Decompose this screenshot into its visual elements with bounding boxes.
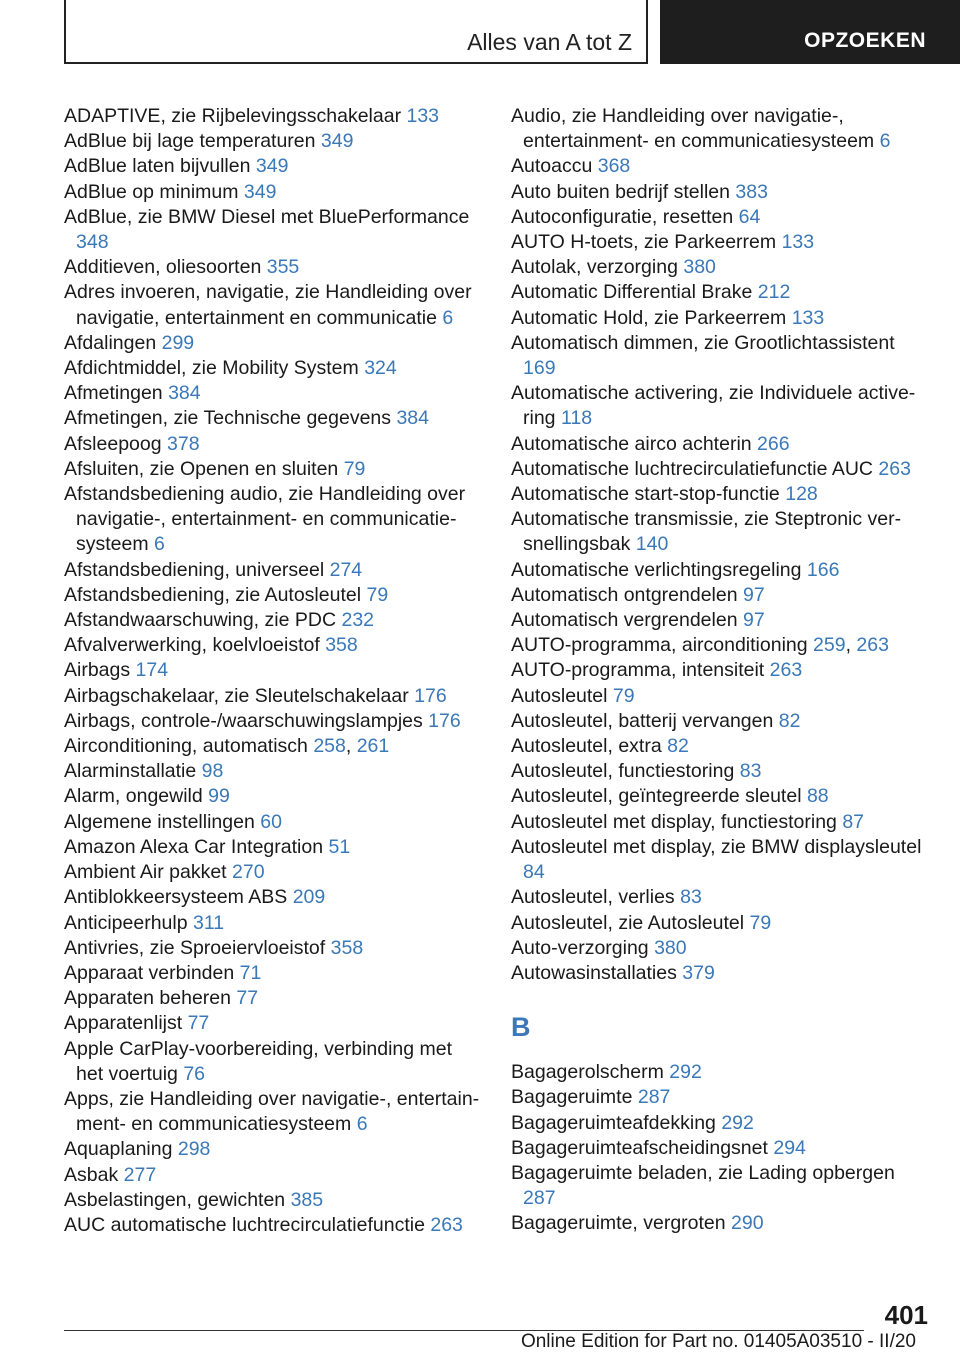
page-reference-link[interactable]: 79 [343, 457, 366, 480]
page-reference-link[interactable]: 77 [236, 987, 259, 1010]
index-term: Apps, zie Handleiding over navigatie-, entertainment- en communicatiesysteem [64, 1087, 480, 1136]
page-reference-link[interactable]: 311 [193, 911, 225, 934]
index-term: AdBlue, zie BMW Diesel met BluePerformance [64, 205, 470, 228]
index-column-right [511, 104, 931, 1237]
index-entry [64, 961, 484, 986]
chapter-title: Alles van A tot Z [467, 29, 632, 55]
index-entry [511, 280, 931, 305]
index-entry [64, 406, 484, 431]
index-entry [511, 608, 931, 633]
page-reference-link[interactable]: 263 [856, 634, 889, 657]
index-entry [64, 784, 484, 809]
index-entry [64, 583, 484, 608]
page-reference-link[interactable]: 76 [183, 1062, 206, 1085]
index-entry [511, 457, 931, 482]
page-reference-link[interactable]: 209 [292, 886, 326, 909]
index-entry [64, 432, 484, 457]
index-term: Algemene instellingen [64, 810, 255, 833]
index-term: Autosleutel, verlies [511, 886, 675, 909]
index-term: Anticipeerhulp [64, 911, 188, 934]
index-term: Bagageruimte, vergroten [511, 1212, 726, 1235]
index-term: Afdichtmiddel, zie Mobility System [64, 357, 359, 380]
index-term: Airbagschakelaar, zie Sleutelschakelaar [64, 684, 409, 707]
index-entry [64, 936, 484, 961]
index-term: Afstandsbediening, universeel [64, 558, 325, 581]
page-reference-link[interactable]: 349 [320, 130, 354, 153]
page-reference-link[interactable]: 294 [773, 1136, 806, 1159]
index-term: Automatisch vergrendelen [511, 609, 738, 632]
page-reference-link[interactable]: 87 [842, 810, 865, 833]
index-term: Automatische activering, zie Individuele activering [511, 382, 916, 430]
index-term: ADAPTIVE, zie Rijbelevingsschakelaar [64, 105, 402, 127]
page-reference-link[interactable]: 324 [364, 357, 397, 380]
index-term: AdBlue op minimum [64, 180, 239, 203]
index-entry [511, 507, 931, 557]
page-reference-link[interactable]: 348 [76, 231, 109, 254]
index-entry [511, 331, 931, 381]
index-term: Autoconfiguratie, resetten [511, 205, 734, 228]
index-term: Bagagerolscherm [511, 1061, 664, 1084]
page-reference-link[interactable]: 174 [135, 659, 169, 682]
index-term: Automatische airco achterin [511, 432, 752, 455]
page-reference-link[interactable]: 88 [806, 785, 829, 808]
page-reference-link[interactable]: 77 [187, 1012, 210, 1035]
page-reference-link[interactable]: 166 [806, 558, 840, 581]
index-entry [64, 986, 484, 1011]
index-term: Automatic Hold, zie Parkeerrem [511, 306, 787, 329]
page-reference-link[interactable]: 270 [232, 861, 265, 884]
index-term: Automatische start-stop-functie [511, 483, 780, 506]
index-entry [64, 1163, 484, 1188]
index-entry [64, 180, 484, 205]
page-reference-link[interactable]: 298 [177, 1138, 211, 1161]
index-entry [64, 457, 484, 482]
page-reference-link[interactable]: 355 [266, 256, 300, 279]
index-entry [64, 255, 484, 280]
index-entry [511, 1085, 931, 1110]
page-reference-link[interactable]: 384 [396, 407, 429, 430]
page-reference-link[interactable]: 97 [743, 583, 765, 606]
index-term: Antivries, zie Sproeiervloeistof [64, 936, 326, 959]
index-entry [511, 482, 931, 507]
index-entry [64, 835, 484, 860]
index-entry [511, 784, 931, 809]
page-reference-link[interactable]: 128 [785, 483, 818, 506]
index-entry [64, 482, 484, 558]
index-term: Airbags, controle-/waarschuwingslampjes [64, 709, 423, 732]
index-term: Afsleepoog [64, 432, 162, 455]
index-term: Autosleutel met display, zie BMW displaysleutel [511, 835, 922, 858]
page-reference-link[interactable]: 79 [749, 911, 772, 934]
index-entry: AUTO-programma, airconditioning 259, 263 [511, 634, 889, 657]
index-entry [511, 432, 931, 457]
page-reference-link[interactable]: 232 [341, 609, 375, 632]
index-entry [511, 205, 931, 230]
index-term: Bagageruimte beladen, zie Lading opbergen [511, 1161, 895, 1184]
index-term: Autosleutel, batterij vervangen [511, 709, 774, 732]
page-reference-link[interactable]: 6 [879, 130, 891, 153]
page-reference-link[interactable]: 212 [757, 281, 791, 304]
page-reference-link[interactable]: 133 [781, 231, 815, 254]
page-reference-link[interactable]: 378 [167, 432, 200, 455]
index-term: Automatische luchtrecirculatiefunctie AUC [511, 457, 873, 480]
page-reference-link[interactable]: 140 [635, 533, 669, 556]
page-reference-link[interactable]: 385 [290, 1188, 324, 1211]
index-entry [64, 860, 484, 885]
page-reference-link[interactable]: 6 [154, 533, 165, 556]
page-reference-link[interactable]: 169 [523, 357, 556, 380]
index-term: Antiblokkeersysteem ABS [64, 886, 288, 909]
page-reference-link[interactable]: 99 [208, 785, 230, 808]
index-entry [511, 911, 931, 936]
page-number: 401 [884, 1300, 928, 1330]
index-term: Autowasinstallaties [511, 961, 677, 984]
page-reference-link[interactable]: 133 [791, 306, 825, 329]
index-entry [64, 280, 484, 330]
index-term: Auto buiten bedrijf stellen [511, 180, 730, 203]
page-reference-link[interactable]: 292 [721, 1111, 754, 1134]
index-term: AdBlue laten bijvullen [64, 155, 251, 178]
index-entry [511, 1136, 931, 1161]
page-reference-link[interactable]: 97 [742, 609, 765, 632]
page-reference-link[interactable]: 176 [428, 709, 461, 732]
index-entry [64, 658, 484, 683]
index-term: Afstandsbediening audio, zie Handleiding over navigatie-, entertainment- en communicatiesysteem [64, 483, 466, 556]
page-reference-link[interactable]: 82 [778, 709, 801, 732]
page-reference-link[interactable]: 51 [328, 835, 351, 858]
page-reference-link[interactable]: 274 [329, 558, 363, 581]
index-term: Automatisch ontgrendelen [511, 583, 738, 606]
index-term: AUTO-programma, intensiteit [511, 659, 765, 682]
index-term: AdBlue bij lage temperaturen [64, 130, 316, 153]
index-entry [64, 911, 484, 936]
index-entry [64, 205, 484, 255]
index-term: Autosleutel met display, functiestoring [511, 810, 837, 833]
page-reference-link[interactable]: 380 [654, 936, 687, 959]
index-entry [64, 154, 484, 179]
index-term: Bagageruimteafscheidingsnet [511, 1136, 768, 1159]
index-term: Afsluiten, zie Openen en sluiten [64, 457, 339, 480]
index-term: AUTO H-toets, zie Parkeerrem [511, 231, 777, 254]
index-entry [64, 709, 484, 734]
index-term: Airconditioning, automatisch [64, 735, 308, 758]
page-reference-link[interactable]: 383 [735, 180, 768, 203]
page-reference-link[interactable]: 83 [739, 760, 762, 783]
index-entry [511, 180, 931, 205]
index-term: Autosleutel, zie Autosleutel [511, 911, 745, 934]
page-reference-link[interactable]: 368 [597, 155, 631, 178]
index-entry [511, 684, 931, 709]
page-reference-link[interactable]: 277 [123, 1163, 157, 1186]
page-reference-link[interactable]: 299 [161, 331, 195, 354]
page-reference-link[interactable]: 6 [356, 1113, 368, 1136]
page-reference-link[interactable]: 98 [201, 760, 224, 783]
page-reference-link[interactable]: 71 [239, 961, 262, 984]
index-entry [511, 835, 931, 885]
page-reference-link[interactable]: 83 [680, 886, 702, 909]
page-reference-link[interactable]: 287 [523, 1187, 556, 1210]
page-reference-link[interactable]: 82 [667, 735, 689, 758]
index-term: Bagageruimte [511, 1086, 633, 1109]
index-entry [511, 154, 931, 179]
index-term: Auto-verzorging [511, 936, 649, 959]
page-reference-link[interactable]: 133 [406, 105, 440, 127]
index-entry [511, 1211, 931, 1236]
page-reference-link[interactable]: 263 [430, 1213, 463, 1236]
index-term: Autosleutel, extra [511, 735, 662, 758]
index-entry [511, 658, 931, 683]
page-reference-link[interactable]: 259 [813, 634, 846, 657]
index-term: Automatische transmissie, zie Steptronic versnellingsbak [511, 508, 902, 556]
index-letter-heading: B [511, 1012, 531, 1043]
index-entry [64, 1213, 484, 1238]
index-term: Apparatenlijst [64, 1012, 183, 1035]
index-term: Automatisch dimmen, zie Grootlichtassistent [511, 331, 895, 354]
index-entry [64, 356, 484, 381]
index-term: Autolak, verzorging [511, 256, 678, 279]
index-term: Autosleutel, functiestoring [511, 760, 735, 783]
index-term: AUC automatische luchtrecirculatiefunctie [64, 1213, 425, 1236]
page-reference-link[interactable]: 118 [560, 407, 593, 430]
index-entry [511, 230, 931, 255]
index-term: Automatic Differential Brake [511, 281, 753, 304]
index-entry: Airconditioning, automatisch 258, 261 [64, 735, 390, 758]
index-term: Afvalverwerking, koelvloeistof [64, 634, 320, 657]
chapter-tab [64, 0, 648, 64]
index-entry [511, 885, 931, 910]
index-entry [64, 633, 484, 658]
index-entry [64, 1011, 484, 1036]
index-entry [64, 1137, 484, 1162]
page-reference-link[interactable]: 263 [878, 457, 911, 480]
index-entry [64, 1188, 484, 1213]
page-reference-link[interactable]: 176 [414, 684, 447, 707]
index-term: Alarminstallatie [64, 760, 197, 783]
index-term: Afmetingen, zie Technische gegevens [64, 407, 392, 430]
index-entry [511, 936, 931, 961]
index-entry [511, 759, 931, 784]
page-reference-link[interactable]: 79 [612, 684, 635, 707]
page-reference-link[interactable]: 258 [313, 735, 346, 758]
index-entry [64, 684, 484, 709]
index-term: Automatische verlichtingsregeling [511, 558, 802, 581]
index-entry [511, 583, 931, 608]
index-entry [511, 1060, 931, 1085]
page-reference-link[interactable]: 380 [683, 256, 716, 279]
page-reference-link[interactable]: 79 [366, 583, 389, 606]
index-entry [64, 558, 484, 583]
index-entry [511, 558, 931, 583]
index-term: Afstandsbediening, zie Autosleutel [64, 583, 362, 606]
index-entry [64, 759, 484, 784]
index-entry [64, 1037, 484, 1087]
index-entry [64, 129, 484, 154]
index-term: Audio, zie Handleiding over navigatie-, entertainment- en communicatiesysteem [511, 105, 875, 153]
index-term: AUTO-programma, airconditioning [511, 634, 808, 657]
index-entry [64, 104, 484, 129]
index-entry [64, 331, 484, 356]
index-entry [511, 709, 931, 734]
index-term: Apple CarPlay-voorbereiding, verbinding met het voertuig [64, 1037, 453, 1085]
index-entry [64, 608, 484, 633]
index-entry [511, 734, 931, 759]
index-term: Afstandwaarschuwing, zie PDC [64, 609, 337, 632]
index-entry [511, 306, 931, 331]
footer-edition: Online Edition for Part no. 01405A03510 - II/20 [520, 1331, 916, 1352]
index-entry [511, 810, 931, 835]
index-term: Afmetingen [64, 382, 163, 405]
index-entry [511, 381, 931, 431]
index-term: Autosleutel [511, 684, 608, 707]
page-reference-link[interactable]: 6 [442, 306, 454, 329]
index-entry [64, 885, 484, 910]
section-title: OPZOEKEN [804, 29, 926, 52]
index-term: Airbags [64, 659, 131, 682]
page-reference-link[interactable]: 64 [738, 205, 761, 228]
index-entry [64, 1087, 484, 1137]
page-reference-link[interactable]: 349 [255, 155, 289, 178]
index-term: Autosleutel, geïntegreerde sleutel [511, 785, 802, 808]
index-entry [511, 1161, 931, 1211]
index-term: Ambient Air pakket [64, 861, 227, 884]
page-reference-link[interactable]: 292 [669, 1061, 702, 1084]
page-reference-link[interactable]: 384 [168, 382, 201, 405]
index-term: Alarm, ongewild [64, 785, 203, 808]
index-term: Aquaplaning [64, 1138, 173, 1161]
index-term: Adres invoeren, navigatie, zie Handleiding over navigatie, entertainment en communicatie [64, 281, 472, 329]
page-reference-link[interactable]: 290 [731, 1212, 764, 1235]
index-term: Autoaccu [511, 155, 593, 178]
index-entry [64, 810, 484, 835]
page-reference-link[interactable]: 349 [243, 180, 277, 203]
index-entry [511, 961, 931, 986]
page-reference-link[interactable]: 266 [757, 432, 790, 455]
index-entry [511, 104, 931, 154]
page-reference-link[interactable]: 84 [523, 861, 545, 884]
index-entry [511, 255, 931, 280]
index-term: Apparaten beheren [64, 987, 231, 1010]
index-term: Asbak [64, 1163, 119, 1186]
page-reference-link[interactable]: 358 [330, 936, 364, 959]
index-entry [511, 1111, 931, 1136]
index-term: Apparaat verbinden [64, 961, 235, 984]
page-reference-link[interactable]: 60 [260, 810, 282, 833]
index-column-left [64, 104, 484, 1238]
page-reference-link[interactable]: 261 [356, 735, 390, 758]
page-reference-link[interactable]: 358 [325, 634, 358, 657]
section-tab [660, 0, 960, 64]
page-reference-link[interactable]: 263 [769, 659, 803, 682]
index-term: Asbelastingen, gewichten [64, 1188, 286, 1211]
page-reference-link[interactable]: 287 [637, 1086, 671, 1109]
index-term: Bagageruimteafdekking [511, 1111, 716, 1134]
page-reference-link[interactable]: 379 [682, 961, 715, 984]
index-term: Additieven, oliesoorten [64, 256, 262, 279]
index-term: Afdalingen [64, 331, 157, 354]
index-term: Amazon Alexa Car Integration [64, 835, 324, 858]
index-entry [64, 381, 484, 406]
